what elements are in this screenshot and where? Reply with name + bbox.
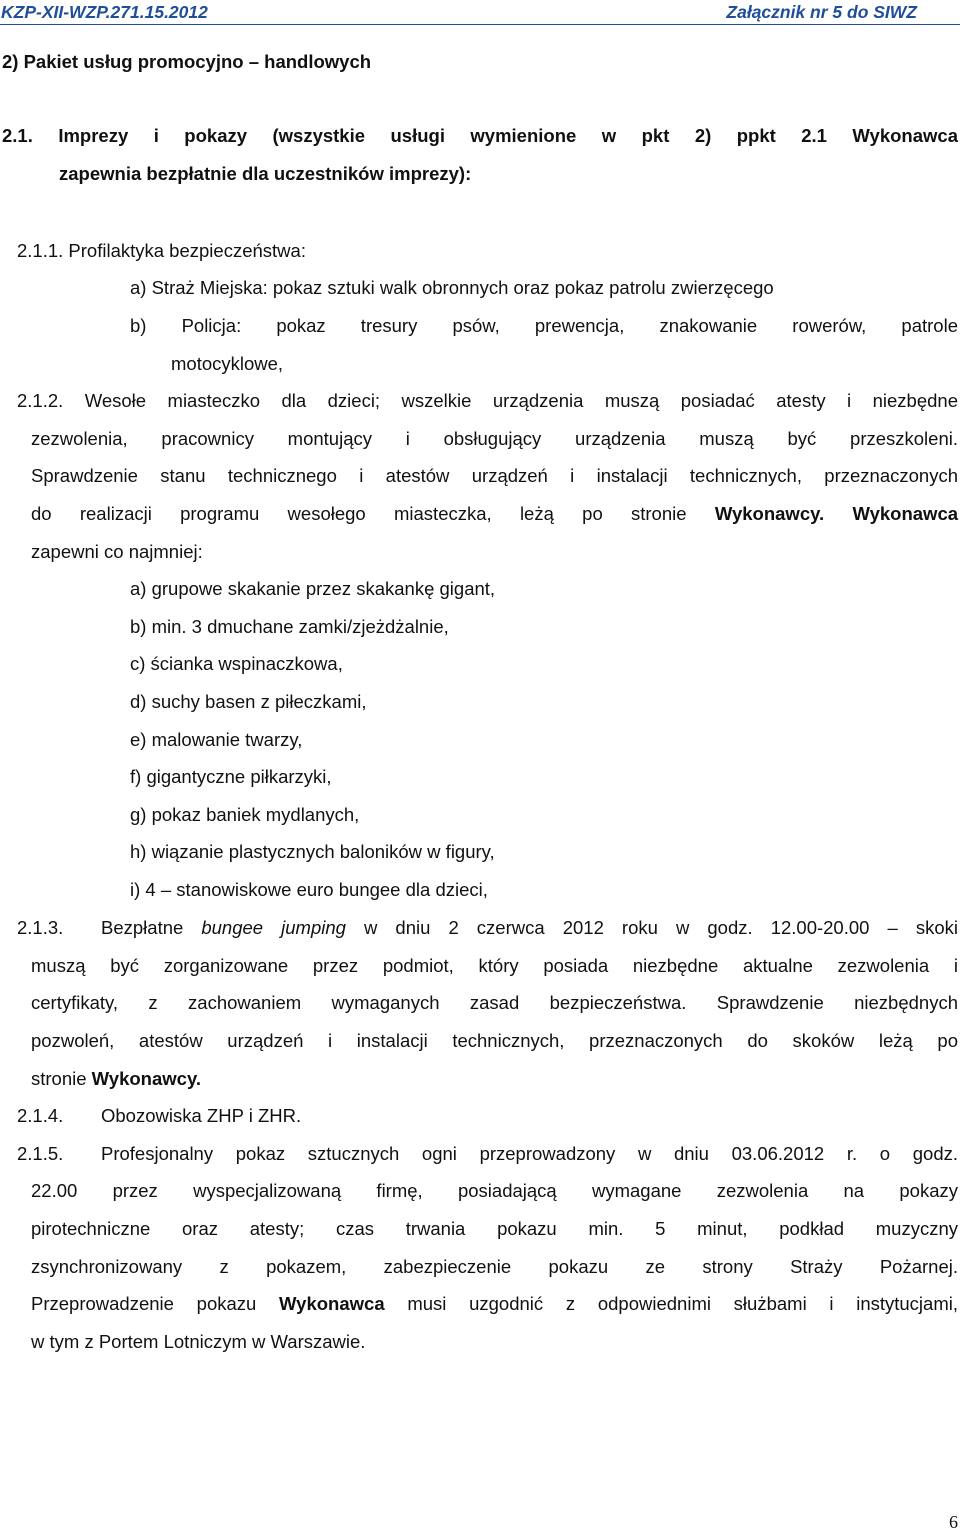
section-title: 2) Pakiet usług promocyjno – handlowych xyxy=(2,51,372,72)
page-header xyxy=(0,0,960,25)
s212-line3: Sprawdzenie stanu technicznego i atestów urządzeń i instalacji technicznych, przeznaczonych xyxy=(31,465,958,486)
s212-line1: 2.1.2. Wesołe miasteczko dla dzieci; wszelkie urządzenia muszą posiadać atesty i niezbędne xyxy=(17,390,958,411)
s211-item-b: b) Policja: pokaz tresury psów, prewencja, znakowanie rowerów, patrole xyxy=(130,315,958,336)
s214-number: 2.1.4. xyxy=(17,1105,64,1126)
attachment-label: Załącznik nr 5 do SIWZ xyxy=(726,2,917,22)
s212-item: g) pokaz baniek mydlanych, xyxy=(130,804,360,825)
s212-line2: zezwolenia, pracownicy montujący i obsługujący urządzenia muszą być przeszkoleni. xyxy=(31,428,958,449)
s213-line1-pre: Bezpłatne xyxy=(101,917,184,938)
s211-item-a: a) Straż Miejska: pokaz sztuki walk obronnych oraz pokaz patrolu zwierzęcego xyxy=(130,277,774,298)
s212-item: a) grupowe skakanie przez skakankę gigant, xyxy=(130,578,496,599)
s212-line4 xyxy=(31,502,958,526)
page-number: 6 xyxy=(949,1512,958,1532)
s215-line3: pirotechniczne oraz atesty; czas trwania pokazu min. 5 minut, podkład muzyczny xyxy=(31,1218,958,1239)
s213-line4: pozwoleń, atestów urządzeń i instalacji technicznych, przeznaczonych do skoków leżą po xyxy=(31,1030,958,1051)
s213-line3: certyfikaty, z zachowaniem wymaganych zasad bezpieczeństwa. Sprawdzenie niezbędnych xyxy=(31,992,958,1013)
s215-line4: zsynchronizowany z pokazem, zabezpieczenie pokazu ze strony Straży Pożarnej. xyxy=(31,1256,958,1277)
s213-line1-post: w dniu 2 czerwca 2012 roku w godz. 12.00-20.00 – skoki xyxy=(364,917,958,938)
contractor-bold-3: Wykonawcy. xyxy=(91,1068,202,1089)
s213-line1 xyxy=(101,916,958,940)
s214-text: Obozowiska ZHP i ZHR. xyxy=(101,1105,302,1126)
s215-line5-pre: Przeprowadzenie pokazu xyxy=(31,1293,257,1314)
s215-line6: w tym z Portem Lotniczym w Warszawie. xyxy=(31,1331,366,1352)
s212-line5: zapewni co najmniej: xyxy=(31,541,203,562)
s212-item: d) suchy basen z piłeczkami, xyxy=(130,691,367,712)
s212-item: c) ścianka wspinaczkowa, xyxy=(130,653,343,674)
contractor-bold-4: Wykonawca xyxy=(279,1293,385,1314)
s21-line1: 2.1. Imprezy i pokazy (wszystkie usługi wymienione w pkt 2) ppkt 2.1 Wykonawca xyxy=(2,125,958,146)
s213-line5-pre: stronie xyxy=(31,1068,87,1089)
s213-line2: muszą być zorganizowane przez podmiot, który posiada niezbędne aktualne zezwolenia i xyxy=(31,955,958,976)
s212-item: f) gigantyczne piłkarzyki, xyxy=(130,766,332,787)
s215-line2: 22.00 przez wyspecjalizowaną firmę, posiadającą wymagane zezwolenia na pokazy xyxy=(31,1180,958,1201)
s212-item: e) malowanie twarzy, xyxy=(130,729,303,750)
s215-number: 2.1.5. xyxy=(17,1143,64,1164)
s215-line5 xyxy=(31,1292,958,1316)
s211-item-b-cont: motocyklowe, xyxy=(171,353,284,374)
s215-line1: Profesjonalny pokaz sztucznych ogni przeprowadzony w dniu 03.06.2012 r. o godz. xyxy=(101,1143,958,1164)
s21-line2: zapewnia bezpłatnie dla uczestników imprezy): xyxy=(59,163,472,184)
s212-line4-text: do realizacji programu wesołego miasteczka, leżą po stronie xyxy=(31,503,687,524)
header-rule xyxy=(0,24,960,25)
contractor-bold-2: Wykonawca xyxy=(852,503,959,524)
s213-line5 xyxy=(31,1067,201,1091)
bungee-jumping-text: bungee jumping xyxy=(201,917,346,938)
s212-item: i) 4 – stanowiskowe euro bungee dla dzieci, xyxy=(130,879,488,900)
s212-item: b) min. 3 dmuchane zamki/zjeżdżalnie, xyxy=(130,616,449,637)
s212-item: h) wiązanie plastycznych baloników w figury, xyxy=(130,841,495,862)
document-reference: KZP-XII-WZP.271.15.2012 xyxy=(1,2,208,22)
s215-line5-post: musi uzgodnić z odpowiednimi służbami i instytucjami, xyxy=(407,1293,958,1314)
s213-number: 2.1.3. xyxy=(17,917,64,938)
s211-title: 2.1.1. Profilaktyka bezpieczeństwa: xyxy=(17,240,306,261)
contractor-bold-1: Wykonawcy. xyxy=(714,503,825,524)
